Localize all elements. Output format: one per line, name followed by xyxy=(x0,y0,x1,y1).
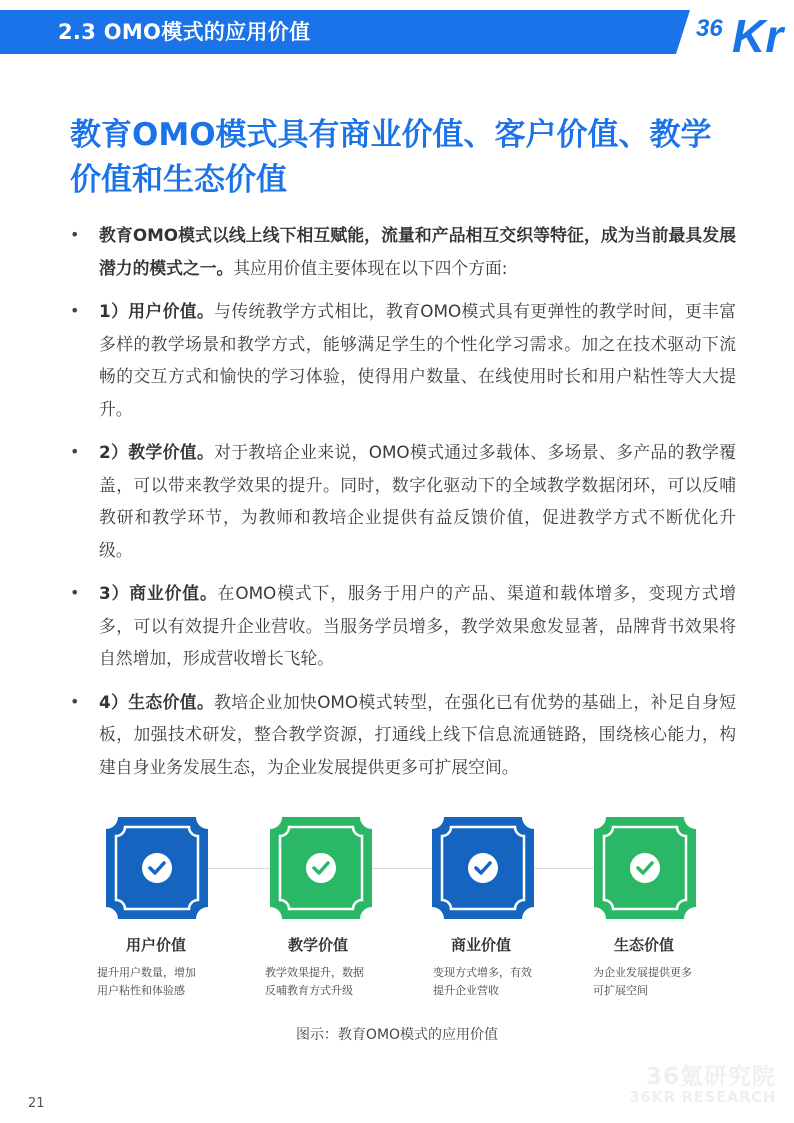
card-desc-line: 可扩展空间 xyxy=(593,984,648,997)
card-desc-line: 变现方式增多，有效 xyxy=(433,966,532,979)
card-desc-line: 教学效果提升，数据 xyxy=(265,966,364,979)
36kr-logo xyxy=(694,0,794,54)
main-heading: 教育OMO模式具有商业价值、客户价值、教学价值和生态价值 xyxy=(70,117,712,198)
card-desc-line: 用户粘性和体验感 xyxy=(97,984,185,997)
check-badge-icon xyxy=(594,817,696,919)
figure-caption: 图示：教育OMO模式的应用价值 xyxy=(295,1027,499,1043)
value-diagram xyxy=(0,812,794,1002)
card-description xyxy=(433,964,583,1000)
check-badge-icon xyxy=(106,817,208,919)
svg-text:36: 36 xyxy=(696,15,723,42)
bullet-body: 对于教培企业来说，OMO模式通过多载体、多场景、多产品的教学覆盖，可以带来教学效果的提升。同时，数字化驱动下的全域教学数据闭环，可以反哺教研和教学环节，为教师和教培企业提供有益反馈价值，促进教学方式不断优化升级。 xyxy=(99,442,736,560)
card-desc-line: 反哺教育方式升级 xyxy=(265,984,353,997)
bullet-item-user-value xyxy=(0,295,794,425)
bullet-item-business-value xyxy=(0,577,794,675)
bullet-item-intro xyxy=(0,219,794,284)
card-desc-line: 为企业发展提供更多 xyxy=(593,966,692,979)
card-description xyxy=(265,964,415,1000)
bullet-bold: 2）教学价值。 xyxy=(99,442,215,462)
bullet-marker: • xyxy=(70,583,80,602)
watermark-english: 36KR RESEARCH xyxy=(629,1088,776,1106)
bullet-body: 教培企业加快OMO模式转型，在强化已有优势的基础上，补足自身短板，加强技术研发，整合教学资源，打通线上线下信息流通链路，围绕核心能力，构建自身业务发展生态，为企业发展提供更多可扩展空间。 xyxy=(99,691,736,777)
bullet-text xyxy=(99,577,736,675)
watermark-chinese: 36氪研究院 xyxy=(645,1064,776,1090)
connector-line xyxy=(196,868,608,869)
bullet-marker: • xyxy=(70,691,80,711)
card-title: 商业价值 xyxy=(450,936,511,954)
bullet-bold: 4）生态价值。 xyxy=(99,691,215,712)
page-number: 21 xyxy=(28,1096,45,1111)
card-title: 生态价值 xyxy=(613,936,674,954)
bullet-marker: • xyxy=(70,225,80,244)
bullet-text xyxy=(99,219,736,284)
card-title: 用户价值 xyxy=(125,936,186,954)
bullet-body: 其应用价值主要体现在以下四个方面: xyxy=(233,257,508,278)
bullet-text xyxy=(99,295,736,425)
section-title: 2.3 OMO模式的应用价值 xyxy=(58,20,311,44)
check-badge-icon xyxy=(270,817,372,919)
card-desc-line: 提升企业营收 xyxy=(433,984,499,997)
bullet-text xyxy=(99,686,736,784)
card-description xyxy=(593,964,743,1000)
card-desc-line: 提升用户数量，增加 xyxy=(97,966,196,979)
bullet-body: 在OMO模式下，服务于用户的产品、渠道和载体增多，变现方式增多，可以有效提升企业营收。当服务学员增多，教学效果愈发显著，品牌背书效果将自然增加，形成营收增长飞轮。 xyxy=(99,583,736,668)
bullet-item-ecosystem-value xyxy=(0,686,794,784)
bullet-bold: 1）用户价值。 xyxy=(99,301,215,321)
bullet-bold: 教育OMO模式以线上线下相互赋能，流量和产品相互交织等特征，成为当前最具发展潜力的模式之一。 xyxy=(99,225,736,278)
bullet-item-teaching-value xyxy=(0,436,794,566)
svg-text:Kr: Kr xyxy=(732,10,784,54)
bullet-list xyxy=(0,219,794,794)
card-title: 教学价值 xyxy=(287,936,348,954)
bullet-text xyxy=(99,436,736,566)
bullet-bold: 3）商业价值。 xyxy=(99,583,218,603)
bullet-marker: • xyxy=(70,301,80,320)
bullet-body: 与传统教学方式相比，教育OMO模式具有更弹性的教学时间，更丰富多样的教学场景和教学方式，能够满足学生的个性化学习需求。加之在技术驱动下流畅的交互方式和愉快的学习体验，使得用户数量、在线使用时长和用户粘性等大大提升。 xyxy=(99,301,736,419)
card-description xyxy=(97,964,247,1000)
check-badge-icon xyxy=(432,817,534,919)
bullet-marker: • xyxy=(70,442,80,461)
